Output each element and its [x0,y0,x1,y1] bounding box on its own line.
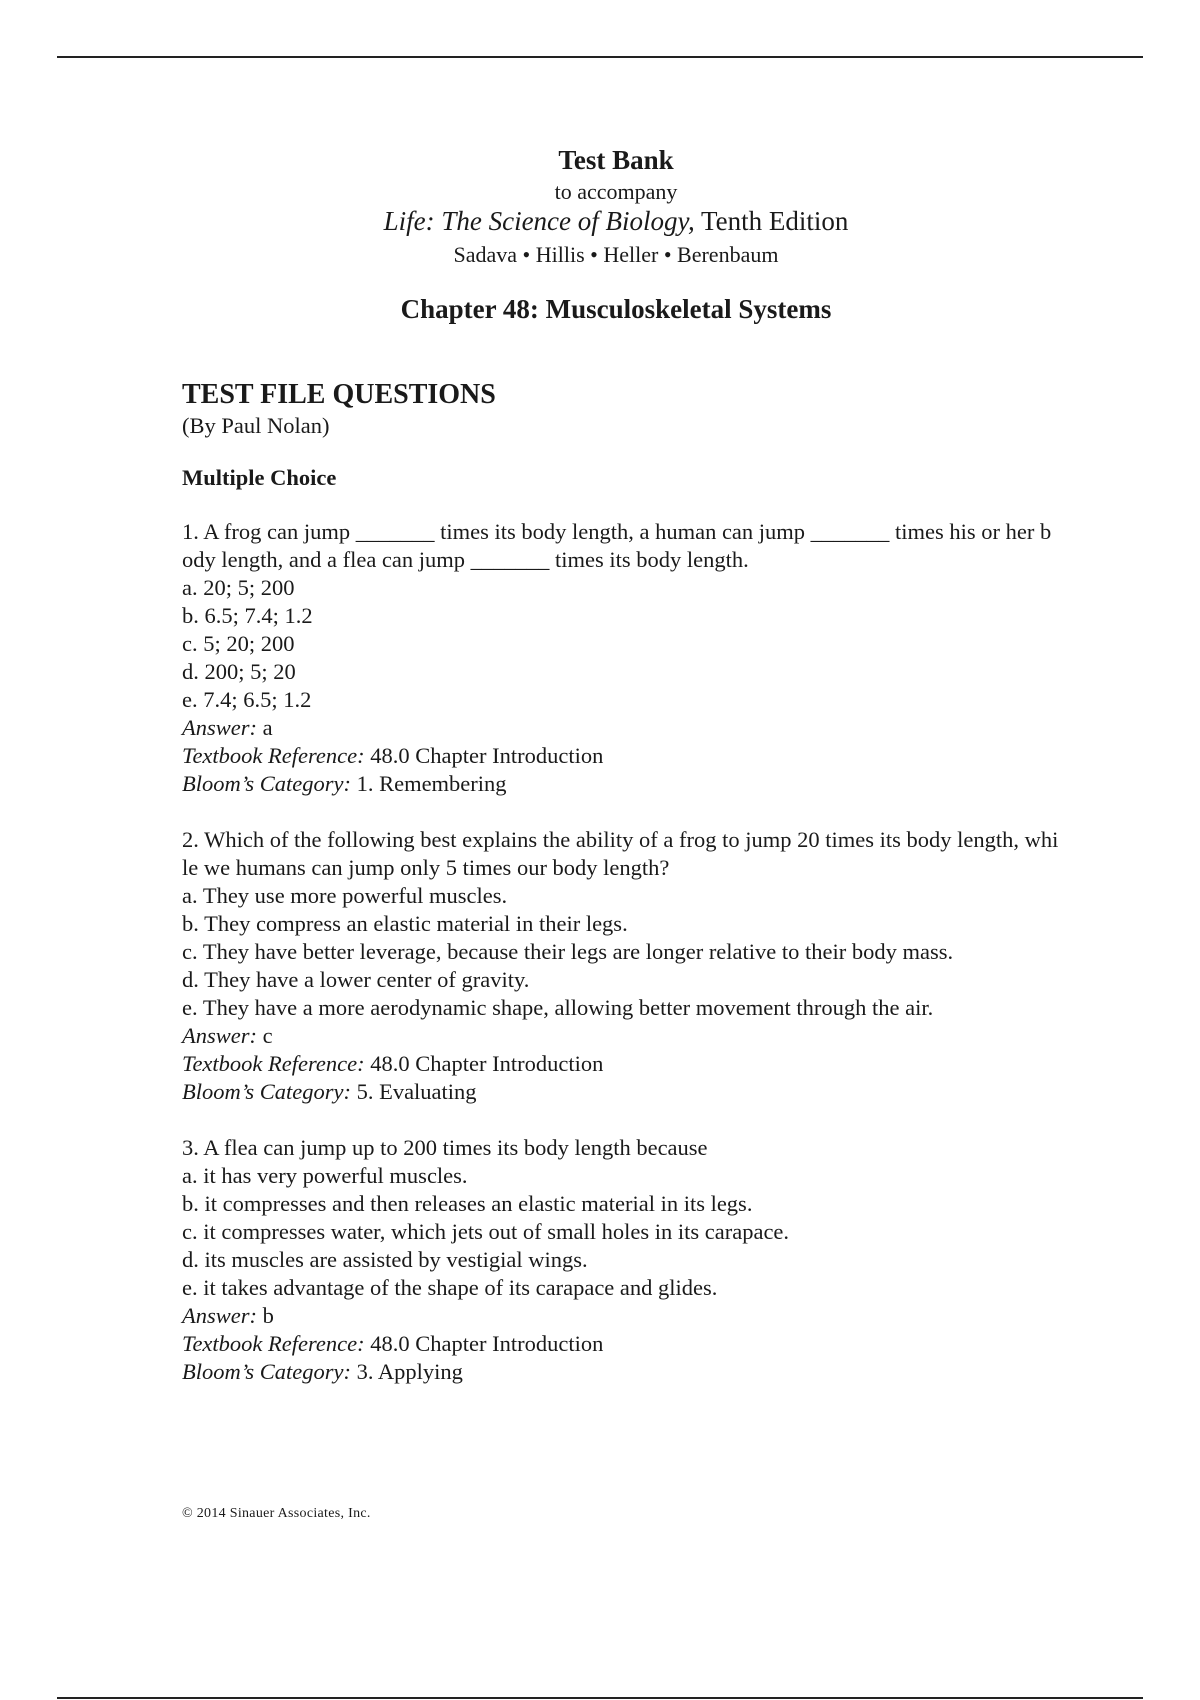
section-title: TEST FILE QUESTIONS [182,379,496,410]
category-line [182,1358,1062,1386]
bottom-rule [57,1697,1143,1699]
category-label: Bloom’s Category: [182,1079,351,1104]
option-e: e. 7.4; 6.5; 1.2 [182,687,312,712]
top-rule [57,56,1143,58]
option-c: c. it compresses water, which jets out of small holes in its carapace. [182,1219,790,1244]
option-e: e. They have a more aerodynamic shape, allowing better movement through the air. [182,995,934,1020]
category-value: 1. Remembering [350,771,507,796]
answer-value: b [257,1303,274,1328]
answer-label: Answer: [182,715,257,740]
option-c: c. 5; 20; 200 [182,631,295,656]
option-a: a. They use more powerful muscles. [182,883,508,908]
option-d: d. They have a lower center of gravity. [182,967,530,992]
question-2 [182,826,1062,1106]
book-title [0,205,1200,239]
book-title-italic: Life: The Science of Biology, [383,206,695,237]
reference-label: Textbook Reference: [182,743,365,768]
option-d: d. its muscles are assisted by vestigial wings. [182,1247,588,1272]
option-a: a. 20; 5; 200 [182,575,295,600]
category-value: 3. Applying [350,1359,463,1384]
option-a: a. it has very powerful muscles. [182,1163,468,1188]
reference-line [182,1050,1062,1078]
option-d: d. 200; 5; 20 [182,659,296,684]
answer-label: Answer: [182,1023,257,1048]
option-b: b. They compress an elastic material in their legs. [182,911,628,936]
subsection-title: Multiple Choice [182,465,337,490]
question-stem: 1. A frog can jump _______ times its body length, a human can jump _______ times his or her body length, and a flea can jump _______ times its body length. [182,519,1052,572]
reference-line [182,742,1062,770]
book-edition: Tenth Edition [694,206,849,237]
question-stem: 3. A flea can jump up to 200 times its body length because [182,1135,708,1160]
answer-line [182,1302,1062,1330]
accompany-text: to accompany [554,178,678,204]
answer-label: Answer: [182,1303,257,1328]
question-stem: 2. Which of the following best explains the ability of a frog to jump 20 times its body length, while we humans can jump only 5 times our body length? [182,827,1059,880]
category-line [182,1078,1062,1106]
answer-line [182,1022,1062,1050]
question-3 [182,1134,1062,1386]
reference-value: 48.0 Chapter Introduction [364,1331,604,1356]
category-line [182,770,1062,798]
reference-label: Textbook Reference: [182,1051,365,1076]
category-value: 5. Evaluating [350,1079,477,1104]
question-1 [182,518,1062,798]
main-content [182,378,1062,1414]
option-e: e. it takes advantage of the shape of its carapace and glides. [182,1275,718,1300]
reference-value: 48.0 Chapter Introduction [364,743,604,768]
category-label: Bloom’s Category: [182,1359,351,1384]
document-header [0,144,1200,326]
document-title: Test Bank [558,145,674,175]
reference-label: Textbook Reference: [182,1331,365,1356]
option-c: c. They have better leverage, because their legs are longer relative to their body mass. [182,939,954,964]
copyright-notice: © 2014 Sinauer Associates, Inc. [182,1506,371,1521]
option-b: b. 6.5; 7.4; 1.2 [182,603,313,628]
byline: (By Paul Nolan) [182,413,330,438]
reference-value: 48.0 Chapter Introduction [364,1051,604,1076]
reference-line [182,1330,1062,1358]
answer-line [182,714,1062,742]
chapter-title: Chapter 48: Musculoskeletal Systems [400,293,832,324]
category-label: Bloom’s Category: [182,771,351,796]
option-b: b. it compresses and then releases an elastic material in its legs. [182,1191,753,1216]
authors: Sadava • Hillis • Heller • Berenbaum [453,242,779,267]
answer-value: c [257,1023,273,1048]
answer-value: a [257,715,273,740]
